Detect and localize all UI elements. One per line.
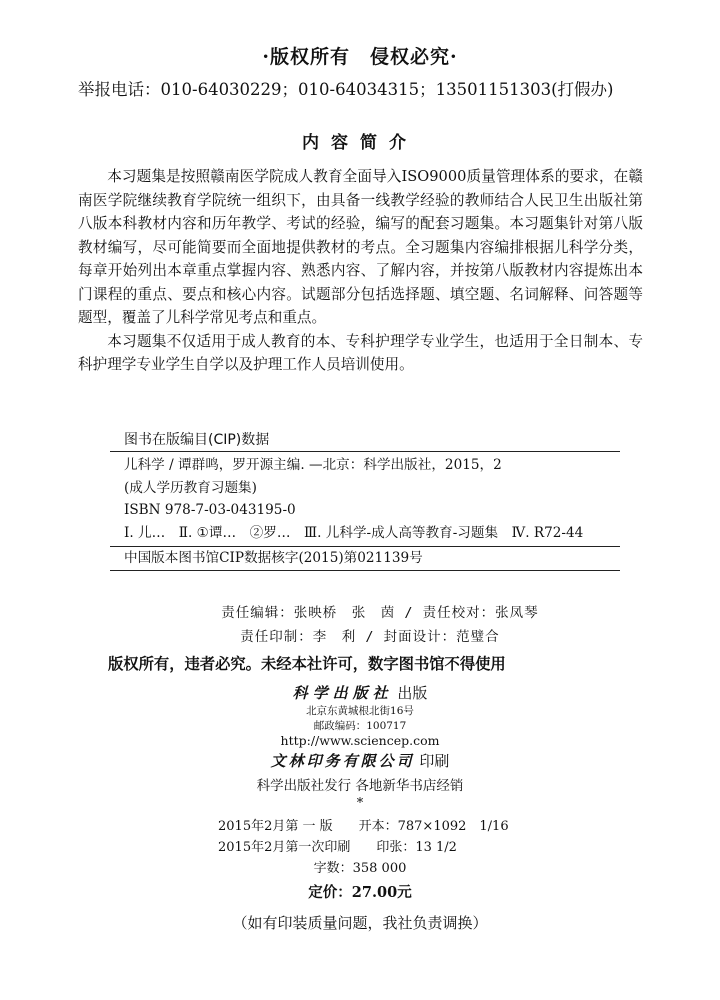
printer-action: 印刷 [419,752,450,770]
publisher-address: 北京东黄城根北街16号 [306,705,414,717]
printer-line [0,750,720,771]
publisher-action: 出版 [397,684,428,702]
intro-paragraph: 本习题集不仅适用于成人教育的本、专科护理学专业学生，也适用于全日制本、专科护理学专业学生自学以及护理工作人员培训使用。 [78,332,643,373]
publisher-postcode: 邮政编码：100717 [313,720,407,732]
cip-title: 图书在版编目(CIP)数据 [110,429,620,452]
editors-line-2: 责任印制：李 利 / 封面设计：范璧合 [240,629,500,645]
printer-logo: 文林印务有限公司 [270,752,415,770]
publisher-logo: 科学出版社 [292,684,393,702]
intro-paragraph: 本习题集是按照赣南医学院成人教育全面导入ISO9000质量管理体系的要求，在赣南医学院继续教育学院统一组织下，由具备一线教学经验的教师结合人民卫生出版社第八版本科教材内容和历年教学、考试的经验，编写的配套习题集。本习题集针对第八版教材编写，尽可能简要而全面地提供教材的考点。全习题集内容编排根据儿科学分类，每章开始列出本章重点掌握内容、熟悉内容、了解内容，并按第八版教材内容提炼出本门课程的重点、要点和核心内容。试题部分包括选择题、填空题、名词解释、问答题等题型，覆盖了儿科学常见考点和重点。 [78,168,643,326]
publisher-url: http://www.sciencep.com [280,733,440,748]
report-phone-line: 举报电话：010-64030229；010-64034315；13501151303(打假办) [78,80,614,99]
cip-line-series: (成人学历教育习题集) [124,479,257,496]
spec-line-printing: 2015年2月第一次印刷 印张：13 1/2 [218,840,457,855]
cip-body [110,452,620,571]
cip-line-classification: Ⅰ. 儿… Ⅱ. ①谭… ②罗… Ⅲ. 儿科学-成人高等教育-习题集 Ⅳ. R72-44 [124,524,584,541]
rights-notice: 版权所有，违者必究。未经本社许可，数字图书馆不得使用 [108,655,506,673]
publisher-line [0,682,720,703]
cip-block [110,429,620,571]
spec-line-edition: 2015年2月第 一 版 开本：787×1092 1/16 [218,819,509,834]
cip-check-number: 中国版本图书馆CIP数据核字(2015)第021139号 [110,546,620,571]
intro-heading: 内容简介 [302,133,418,153]
price-value: 27.00元 [351,884,412,901]
copyright-title: ·版权所有 侵权必究· [262,46,458,68]
distribution-line: 科学出版社发行 各地新华书店经销 [256,778,464,794]
intro-body [78,165,643,377]
word-count: 字数：358 000 [313,861,407,876]
separator-asterisk: * [356,796,364,811]
cip-line-isbn: ISBN 978-7-03-043195-0 [124,502,296,518]
cip-line-author: 儿科学 / 谭群鸣，罗开源主编. —北京：科学出版社，2015，2 [124,457,502,473]
price-label: 定价： [308,885,352,901]
editors-line-1: 责任编辑：张映桥 张 茵 / 责任校对：张凤琴 [221,605,539,621]
price-line [0,881,720,902]
quality-note: （如有印装质量问题，我社负责调换） [232,914,488,932]
